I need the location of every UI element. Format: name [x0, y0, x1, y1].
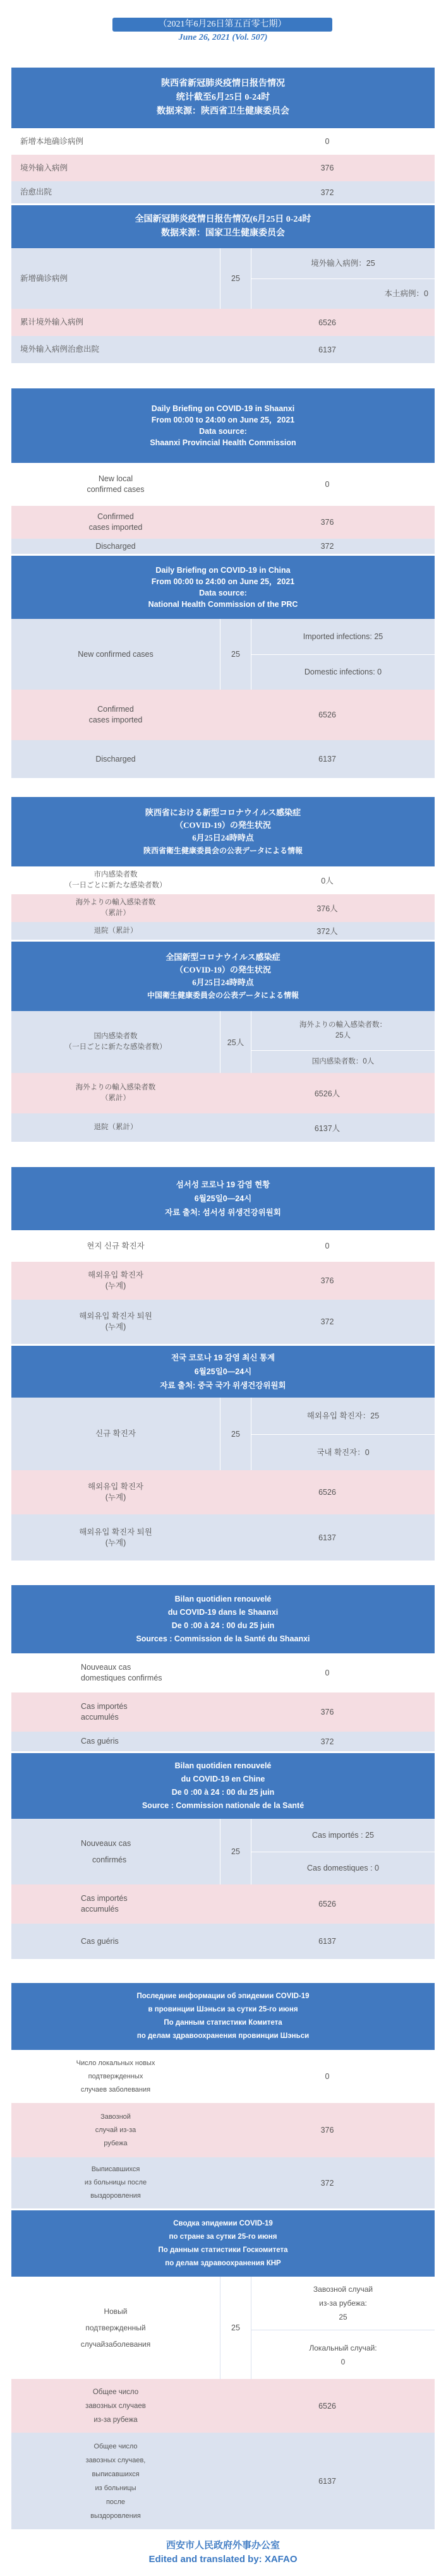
row-value: 6526人: [314, 1089, 341, 1098]
sub-value-domestic: Cas domestiques : 0: [307, 1864, 379, 1872]
fr-shaanxi-table: [11, 1585, 435, 1751]
row-label-line: confirmés: [92, 1855, 127, 1864]
issue-date-line: June 26, 2021 (Vol. 507): [178, 33, 268, 42]
row-label-line: （一日ごとに新たな感染者数）: [64, 1043, 167, 1051]
row-value: 376: [320, 164, 334, 172]
ja-shaanxi-table: [11, 797, 435, 926]
cn-shaanxi-title-2: 统计截至6月25日 0-24时: [176, 93, 270, 102]
row-value: 372: [320, 188, 334, 197]
row-label: [81, 1692, 128, 1732]
row-value: 25: [231, 1847, 240, 1856]
row-label-line: cases imported: [88, 716, 143, 724]
row-label-line: 해외유입 확진자 퇴원: [79, 1312, 152, 1321]
ru-china-title-4: по делам здравоохранения КНР: [165, 2259, 281, 2267]
row-label-line: случаев заболевания: [80, 2085, 151, 2094]
row-label: [11, 506, 220, 539]
ko-china-heading: [11, 1346, 435, 1398]
row-label-line: после: [105, 2498, 126, 2506]
row-label: [11, 463, 220, 506]
en-shaanxi-title-4: Shaanxi Provincial Health Commission: [150, 438, 296, 447]
table-row: [11, 690, 435, 740]
row-label-line: (누계): [105, 1281, 126, 1290]
footer-credit: Edited and translated by: XAFAO: [148, 2554, 298, 2565]
sub-value-domestic: 国内感染者数：0人: [311, 1058, 375, 1065]
row-label: [11, 2050, 220, 2103]
ru-shaanxi-title-1: Последние информации об эпидемии COVID-19: [136, 1992, 310, 2000]
row-label-line: （累計）: [101, 909, 130, 917]
ru-china-title-1: Сводка эпидемии COVID-19: [173, 2219, 273, 2227]
row-label-line: 해외유입 확진자 퇴원: [79, 1527, 152, 1537]
row-label: [11, 894, 220, 922]
table-row: [11, 1230, 435, 1262]
fr-china-title-1: Bilan quotidien renouvelé: [174, 1761, 272, 1770]
table-row: [11, 922, 435, 940]
row-label: 退院（累計）: [93, 926, 138, 935]
row-value: 372: [320, 2178, 334, 2188]
en-china-title-3: Data source:: [199, 589, 247, 597]
en-china-heading: [11, 556, 435, 619]
cn-shaanxi-title-3: 数据来源：陕西省卫生健康委员会: [157, 107, 289, 116]
ko-shaanxi-heading: [11, 1167, 435, 1230]
en-shaanxi-title-1: Daily Briefing on COVID-19 in Shaanxi: [151, 404, 295, 413]
sub-line: из-за рубежа:: [319, 2299, 367, 2308]
sub-line: 0: [341, 2357, 346, 2366]
table-row: [11, 1398, 435, 1470]
en-china-table: [11, 556, 435, 778]
row-label: 境外输入病例治愈出院: [20, 345, 100, 354]
fr-china-title-3: De 0 :00 à 24 : 00 du 25 juin: [171, 1788, 275, 1797]
row-value: 372人: [316, 927, 338, 936]
row-value: 25: [231, 2323, 240, 2332]
row-value: 6137: [318, 755, 336, 764]
ja-china-table: [11, 942, 435, 1142]
row-label-line: Nouveaux cas: [81, 1839, 131, 1848]
ja-shaanxi-title-4: 陝西省衛生健康委員会の公表データによる情報: [143, 846, 303, 855]
row-label-line: accumulés: [81, 1713, 119, 1722]
row-label-line: 国内感染者数: [93, 1033, 138, 1040]
ja-china-title-2: （COVID-19）の発生状況: [175, 965, 271, 974]
cn-china-table: [11, 205, 435, 363]
row-label: Cas guéris: [81, 1737, 119, 1746]
row-label: 境外输入病例: [20, 163, 68, 172]
en-shaanxi-heading: [11, 388, 435, 463]
row-value: 6526: [318, 2401, 336, 2411]
ko-china-title-1: 전국 코로나 19 감염 최신 통계: [171, 1353, 275, 1362]
footer-office: 西安市人民政府外事办公室: [166, 2541, 280, 2551]
table-row: [11, 894, 435, 922]
cn-china-heading: [11, 205, 435, 248]
row-label-line: （累計）: [101, 1094, 130, 1102]
row-label-line: выздоровления: [90, 2512, 141, 2520]
table-row: [11, 1011, 435, 1073]
row-label-line: 해외유입 확진자: [88, 1271, 143, 1279]
fr-shaanxi-heading: [11, 1585, 435, 1653]
row-label-line: cases imported: [88, 523, 143, 532]
ko-china-table: [11, 1346, 435, 1561]
row-value: 25人: [227, 1038, 244, 1047]
ja-shaanxi-title-2: （COVID-19）の発生状況: [175, 820, 271, 830]
issue-label: （2021年6月26日第五百零七期）: [112, 18, 332, 32]
row-value: 372: [320, 1317, 334, 1326]
ko-china-title-3: 자료 출처: 중국 국가 위생건강위원회: [160, 1381, 286, 1390]
table-row: [11, 1262, 435, 1300]
sub-value-domestic: Domestic infections: 0: [304, 668, 382, 676]
row-value: 6137: [318, 1533, 336, 1542]
row-label-line: Выписавшихся: [91, 2166, 140, 2173]
row-label-line: confirmed cases: [87, 485, 145, 494]
row-label-line: (누계): [105, 1538, 126, 1547]
row-value: 25: [231, 650, 240, 659]
table-row: [11, 181, 435, 203]
row-label-line: подтвержденный: [85, 2323, 146, 2332]
row-label-line: Cas importés: [81, 1702, 128, 1711]
sub-value-imported: 해외유입 확진자：25: [306, 1411, 380, 1420]
row-label: [11, 1073, 220, 1113]
fr-china-heading: [11, 1753, 435, 1819]
table-row: [11, 463, 435, 506]
sub-value-local: [251, 2330, 435, 2379]
table-row: [11, 506, 435, 539]
sub-line: Локальный случай:: [309, 2343, 377, 2352]
row-value: 6137: [318, 345, 336, 354]
ja-china-title-4: 中国衛生健康委員会の公表データによる情報: [147, 991, 299, 1000]
row-value: 6526: [318, 318, 336, 327]
table-row: [11, 866, 435, 894]
row-label: [11, 1470, 220, 1514]
ru-shaanxi-title-3: По данным статистики Комитета: [164, 2019, 282, 2027]
en-china-title-4: National Health Commission of the PRC: [148, 600, 298, 609]
row-label-line: из больницы после: [84, 2179, 147, 2186]
ko-shaanxi-table: [11, 1167, 435, 1344]
row-label-line: Nouveaux cas: [81, 1663, 131, 1672]
ru-china-title-2: по стране за сутки 25-го июня: [169, 2232, 277, 2241]
table-row: [11, 2433, 435, 2529]
row-value: 0: [325, 1668, 330, 1677]
row-label: [81, 1819, 131, 1884]
table-row: [11, 1073, 435, 1113]
cn-shaanxi-title-1: 陕西省新冠肺炎疫情日报告情况: [161, 79, 285, 88]
sub-value-imported-label: 海外よりの輸入感染者数：: [299, 1021, 387, 1029]
ko-shaanxi-title-2: 6월25일0—24시: [194, 1194, 252, 1203]
ja-shaanxi-discharged-row: [11, 922, 435, 940]
row-label-line: accumulés: [81, 1905, 119, 1914]
table-row: [11, 2157, 435, 2208]
row-label: [81, 1653, 162, 1692]
row-label-line: Общее число: [93, 2442, 138, 2450]
ja-china-title-3: 6月25日24時時点: [192, 978, 254, 987]
ru-china-table: [11, 2210, 435, 2529]
table-row: [11, 128, 435, 155]
table-row: [11, 740, 435, 778]
en-china-title-1: Daily Briefing on COVID-19 in China: [155, 566, 291, 575]
table-row: [11, 1732, 435, 1751]
row-value: 6137人: [314, 1123, 341, 1133]
table-row: [11, 1653, 435, 1692]
table-row: [11, 539, 435, 554]
row-label: [11, 2277, 220, 2379]
row-label: 退院（累計）: [93, 1123, 138, 1131]
row-value: 376: [320, 2126, 334, 2135]
row-value: 376人: [316, 904, 338, 913]
row-value: 0: [325, 2072, 330, 2081]
cn-shaanxi-table: [11, 68, 435, 203]
sub-value-local-text: 本土病例：0: [384, 289, 428, 298]
table-row: [11, 619, 435, 690]
sub-value-imported: [251, 2277, 435, 2330]
row-label-line: завозных случаев: [85, 2402, 146, 2410]
row-label-line: Confirmed: [97, 705, 134, 714]
table-row: [11, 1884, 435, 1924]
row-label-line: Новый: [104, 2307, 128, 2316]
en-shaanxi-title-3: Data source:: [199, 427, 247, 436]
row-value: 6526: [318, 710, 336, 719]
row-value: 25: [231, 274, 240, 283]
fr-china-title-2: du COVID-19 en Chine: [181, 1775, 265, 1783]
fr-shaanxi-title-2: du COVID-19 dans le Shaanxi: [167, 1608, 279, 1617]
row-label: [11, 1262, 220, 1300]
fr-shaanxi-title-3: De 0 :00 à 24 : 00 du 25 juin: [171, 1621, 275, 1630]
ru-china-heading: [11, 2210, 435, 2277]
row-label: [11, 2433, 220, 2529]
row-label: Discharged: [95, 754, 136, 764]
table-row: [11, 1692, 435, 1732]
table-row: [11, 309, 435, 336]
sub-value-imported: Imported infections: 25: [303, 632, 383, 641]
row-value: 0人: [321, 877, 334, 885]
ru-shaanxi-title-2: в провинции Шэньси за сутки 25-го июня: [148, 2006, 298, 2013]
row-label: [11, 2157, 220, 2208]
ja-china-heading: [11, 942, 435, 1011]
cn-china-title-1: 全国新冠肺炎疫情日报告情况(6月25日 0-24时: [135, 215, 311, 224]
table-row: [11, 336, 435, 363]
row-label: Cas guéris: [81, 1936, 119, 1946]
row-value: 0: [325, 480, 330, 489]
row-label-line: 市内感染者数: [93, 871, 138, 878]
en-china-title-2: From 00:00 to 24:00 on June 25，2021: [151, 577, 295, 586]
fr-shaanxi-title-4: Sources : Commission de la Santé du Shaanxi: [136, 1634, 310, 1643]
row-label-line: завозных случаев,: [85, 2456, 146, 2464]
sub-value-domestic: 국내 확진자：0: [316, 1447, 370, 1457]
row-value: 0: [325, 137, 330, 146]
footer: [0, 2539, 446, 2567]
row-label: 신규 확진자: [95, 1429, 136, 1438]
row-label-line: выздоровления: [90, 2192, 141, 2200]
row-label-line: Завозной: [100, 2112, 131, 2121]
row-label-line: Общее число: [92, 2388, 139, 2396]
row-value: 372: [320, 1737, 334, 1746]
row-label-line: Confirmed: [97, 512, 134, 521]
cn-china-title-2: 数据来源：国家卫生健康委员会: [161, 229, 285, 238]
row-label-line: 海外よりの輸入感染者数: [75, 899, 156, 906]
ru-china-title-3: По данным статистики Госкомитета: [158, 2246, 288, 2254]
ja-china-title-1: 全国新型コロナウイルス感染症: [166, 952, 280, 962]
ja-shaanxi-heading: [11, 797, 435, 866]
sub-line: Завозной случай: [313, 2285, 373, 2294]
ko-china-title-2: 6월25일0—24시: [194, 1367, 252, 1376]
row-label-line: из больницы: [95, 2484, 136, 2492]
fr-china-table: [11, 1753, 435, 1959]
table-row: [11, 1514, 435, 1561]
ja-shaanxi-title-1: 陝西省における新型コロナウイルス感染症: [145, 808, 301, 817]
row-value: 376: [320, 518, 334, 527]
row-label-line: （一日ごとに新たな感染者数）: [64, 882, 167, 889]
table-row: [11, 1470, 435, 1514]
row-label: [11, 1514, 220, 1561]
row-label: [11, 866, 220, 894]
table-row: [11, 2379, 435, 2433]
row-label-line: выписавшихся: [92, 2470, 140, 2478]
row-label-line: из-за рубежа: [93, 2416, 138, 2424]
row-label: 新增确诊病例: [20, 273, 68, 283]
row-label: [11, 2379, 220, 2433]
issue-header: [0, 0, 446, 51]
row-label-line: Cas importés: [81, 1894, 128, 1903]
row-value: 0: [325, 1242, 330, 1250]
row-label: [81, 1884, 128, 1924]
row-label-line: domestiques confirmés: [81, 1674, 162, 1682]
row-label: [11, 2103, 220, 2157]
row-label: 현지 신규 확진자: [87, 1241, 145, 1250]
sub-value-local: [251, 279, 435, 309]
row-label-line: случайзаболевания: [80, 2340, 151, 2349]
row-value: 376: [320, 1708, 334, 1716]
row-label-line: New local: [98, 474, 133, 483]
row-label-line: 해외유입 확진자: [88, 1482, 143, 1491]
table-row: [11, 1924, 435, 1959]
table-row: [11, 2050, 435, 2103]
row-value: 6137: [318, 1937, 336, 1946]
table-row: [11, 1300, 435, 1344]
sub-value-imported-count: 25人: [335, 1032, 351, 1039]
row-label-line: случай из-за: [95, 2126, 136, 2134]
ru-shaanxi-title-4: по делам здравоохранения провинции Шэньси: [136, 2032, 310, 2040]
ru-shaanxi-heading: [11, 1983, 435, 2050]
ru-shaanxi-table: [11, 1983, 435, 2208]
row-label: [11, 690, 220, 740]
ja-shaanxi-title-3: 6月25日24時時点: [192, 833, 254, 842]
table-row: [11, 248, 435, 309]
row-label-line: подтвержденных: [88, 2072, 143, 2080]
row-label-line: 海外よりの輸入感染者数: [75, 1084, 156, 1091]
table-row: [11, 2103, 435, 2157]
sub-value-imported: Cas importés : 25: [312, 1830, 374, 1840]
row-label: New confirmed cases: [78, 649, 154, 659]
ko-shaanxi-title-1: 섬서성 코로나 19 감염 현황: [176, 1180, 270, 1189]
row-label-line: (누계): [105, 1322, 126, 1331]
sub-value-imported: 境外输入病例：25: [311, 258, 375, 268]
row-label: [11, 1300, 220, 1344]
row-value: 6526: [318, 1900, 336, 1908]
en-shaanxi-title-2: From 00:00 to 24:00 on June 25，2021: [151, 416, 295, 424]
row-label: 新增本地确诊病例: [20, 136, 84, 146]
row-label: 治愈出院: [20, 188, 52, 196]
table-row: [11, 1113, 435, 1142]
row-label: 累计境外输入病例: [20, 318, 84, 326]
sub-line: 25: [339, 2313, 347, 2321]
table-row: [11, 155, 435, 181]
table-row: [11, 2277, 435, 2379]
row-label: Discharged: [95, 541, 136, 551]
row-value: 376: [320, 1276, 334, 1285]
row-label-line: рубежа: [104, 2139, 128, 2147]
row-value: 372: [320, 542, 334, 551]
row-label-line: Число локальных новых: [76, 2059, 155, 2067]
sub-value-imported: [251, 1011, 435, 1050]
cn-shaanxi-heading: [11, 68, 435, 128]
en-shaanxi-table: [11, 388, 435, 554]
table-row: [11, 1819, 435, 1884]
ko-shaanxi-title-3: 자료 출처: 섬서성 위생건강위원회: [165, 1208, 281, 1217]
fr-shaanxi-title-1: Bilan quotidien renouvelé: [174, 1595, 272, 1603]
row-value: 25: [231, 1429, 240, 1439]
row-value: 6526: [318, 1488, 336, 1497]
row-label-line: (누계): [105, 1493, 126, 1502]
row-label: [11, 1011, 220, 1073]
fr-china-title-4: Source : Commission nationale de la Santé: [142, 1801, 304, 1810]
row-value: 6137: [318, 2476, 336, 2486]
